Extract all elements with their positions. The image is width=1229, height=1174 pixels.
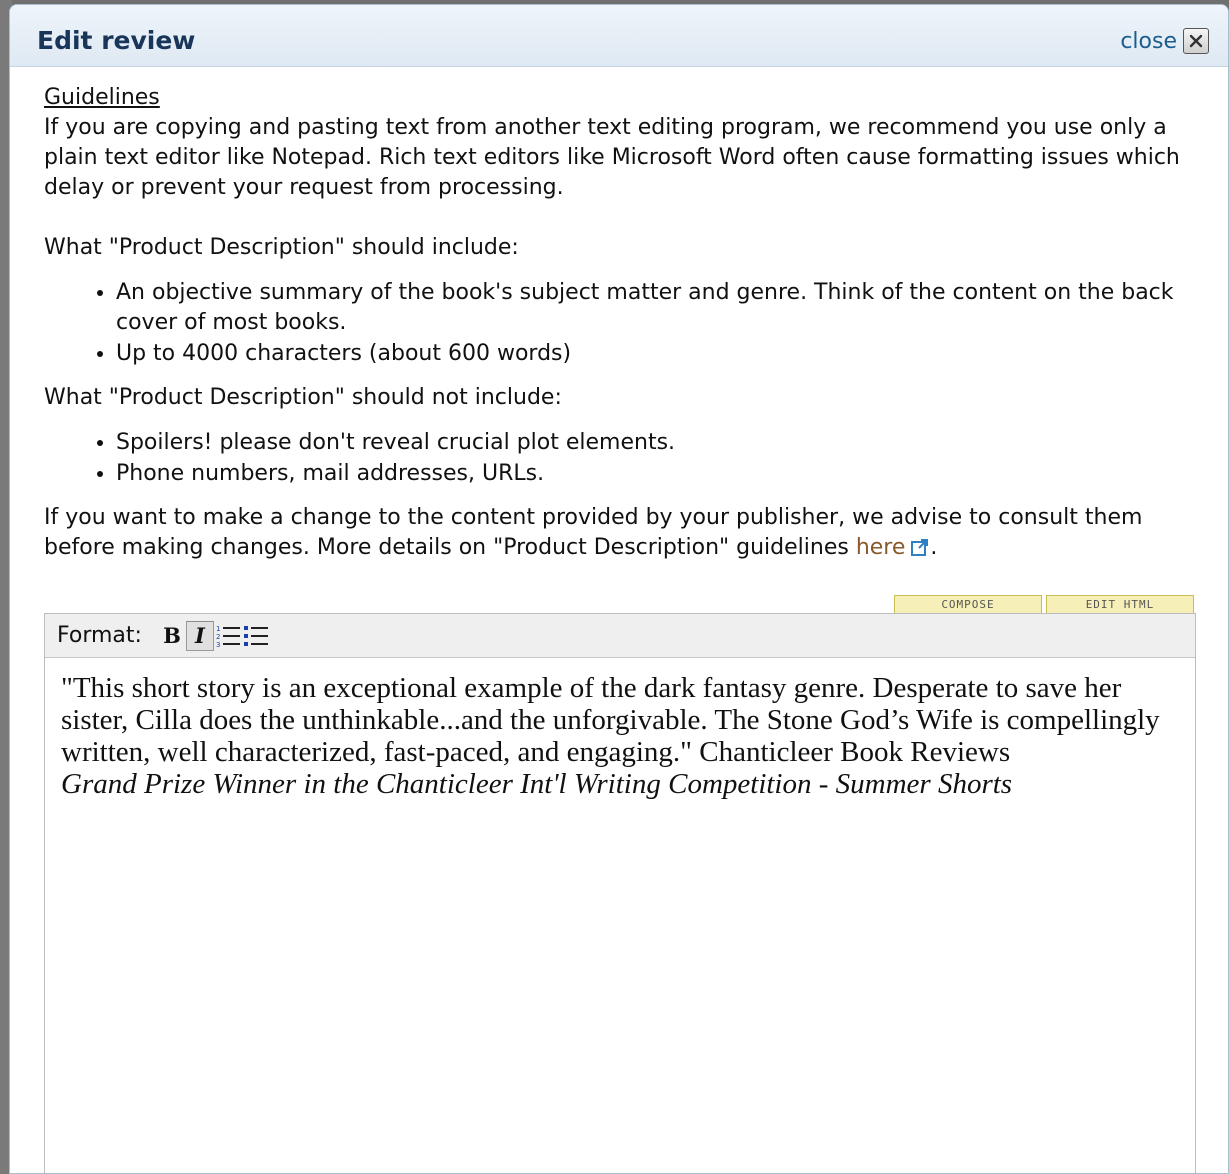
guidelines-section [44,83,1204,566]
italic-button[interactable]: I [186,621,214,651]
list-item: • Up to 4000 characters (about 600 words) [116,338,1204,369]
close-button[interactable] [1120,28,1209,54]
editor-paragraph: "This short story is an exceptional example of the dark fantasy genre. Desperate to save her sister, Cilla does the unthinkable...and the unforgivable. The Stone God’s Wife is compellingly written, well characterized, fast-paced, and engaging." Chanticleer Book Reviews [61,672,1160,768]
include-heading: What "Product Description" should include: [44,235,519,260]
outro-text: If you want to make a change to the content provided by your publisher, we advise to consult them before making changes. More details on "Product Description" guidelines [44,505,1143,560]
list-item: • Phone numbers, mail addresses, URLs. [116,458,1204,489]
include-list [116,277,1204,369]
format-toolbar [45,614,1195,658]
bulleted-list-button[interactable] [242,621,270,651]
dialog-title: Edit review [37,26,196,55]
editor-mode-tabs [894,595,1194,613]
edit-review-dialog [9,4,1229,1174]
guidelines-intro: If you are copying and pasting text from another text editing program, we recommend you use only a plain text editor like Notepad. Rich text editors like Microsoft Word often cause formatting issues which delay or prevent your request from processing. [44,115,1180,200]
close-label[interactable]: close [1120,28,1177,54]
outro-end: . [930,535,938,560]
svg-text:1: 1 [215,624,221,633]
exclude-heading: What "Product Description" should not include: [44,385,562,410]
svg-text:3: 3 [215,640,221,649]
guidelines-here-link[interactable]: here [855,535,906,560]
svg-text:2: 2 [215,632,221,641]
external-link-icon[interactable] [910,536,930,566]
numbered-list-button[interactable] [214,621,242,651]
guidelines-outro [44,503,1204,566]
guidelines-heading: Guidelines [44,85,160,110]
format-label: Format: [57,623,142,648]
exclude-list [116,427,1204,489]
list-item: • Spoilers! please don't reveal crucial plot elements. [116,427,1204,458]
editor-italic-line: Grand Prize Winner in the Chanticleer Int'l Writing Competition - Summer Shorts [61,768,1013,800]
bulleted-list-icon [243,623,269,649]
close-icon[interactable] [1183,28,1209,54]
tab-compose[interactable]: COMPOSE [894,595,1042,613]
tab-edit-html[interactable]: EDIT HTML [1046,595,1194,613]
numbered-list-icon [215,623,241,649]
bold-button[interactable]: B [163,623,181,648]
dialog-header [10,5,1228,67]
description-editor[interactable] [45,658,1195,1174]
list-item: • An objective summary of the book's subject matter and genre. Think of the content on the back cover of most books. [116,277,1204,338]
rich-text-editor [44,613,1196,1174]
